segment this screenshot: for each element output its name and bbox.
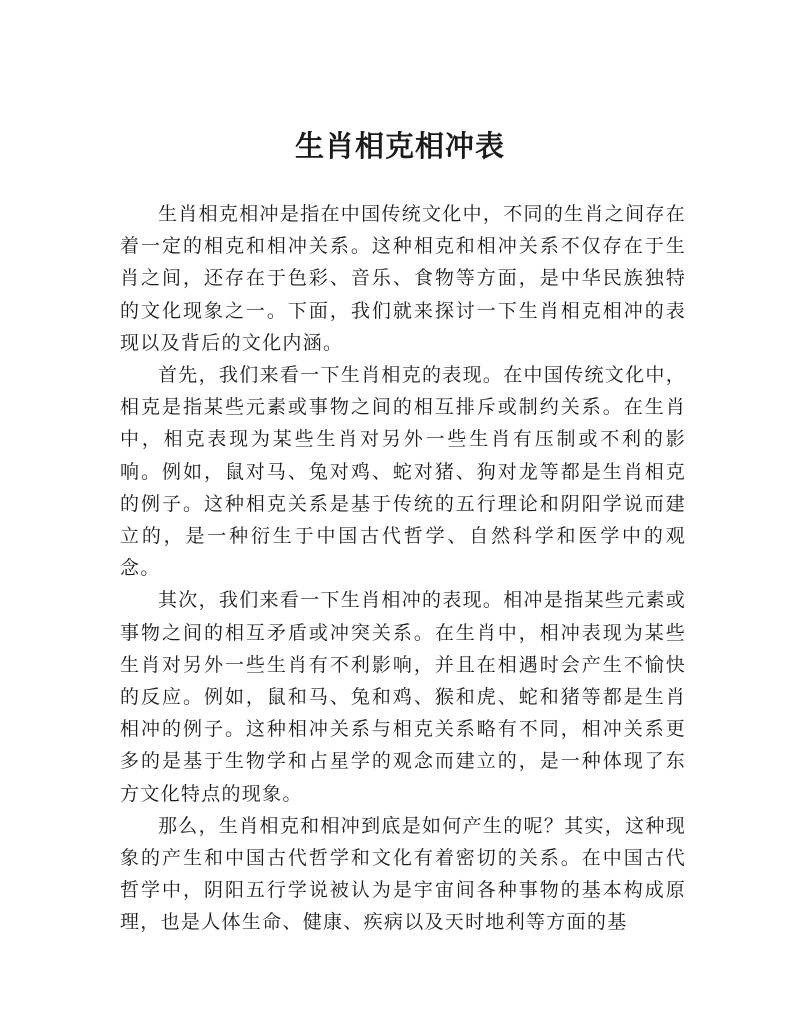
document-body bbox=[120, 198, 686, 939]
paragraph-3: 其次，我们来看一下生肖相冲的表现。相冲是指某些元素或事物之间的相互矛盾或冲突关系。在生肖中，相冲表现为某些生肖对另外一些生肖有不利影响，并且在相遇时会产生不愉快的反应。例如，鼠和马、兔和鸡、猴和虎、蛇和猪等都是生肖相冲的例子。这种相冲关系与相克关系略有不同，相冲关系更多的是基于生物学和占星学的观念而建立的，是一种体现了东方文化特点的现象。 bbox=[120, 589, 686, 805]
paragraph-2: 首先，我们来看一下生肖相克的表现。在中国传统文化中，相克是指某些元素或事物之间的相互排斥或制约关系。在生肖中，相克表现为某些生肖对另外一些生肖有压制或不利的影响。例如，鼠对马、兔对鸡、蛇对猪、狗对龙等都是生肖相克的例子。这种相克关系是基于传统的五行理论和阴阳学说而建立的，是一种衍生于中国古代哲学、自然科学和医学中的观念。 bbox=[120, 364, 686, 580]
paragraph-4: 那么，生肖相克和相冲到底是如何产生的呢？其实，这种现象的产生和中国古代哲学和文化有着密切的关系。在中国古代哲学中，阴阳五行学说被认为是宇宙间各种事物的基本构成原理，也是人体生命、健康、疾病以及天时地利等方面的基 bbox=[120, 814, 686, 934]
paragraph-1: 生肖相克相冲是指在中国传统文化中，不同的生肖之间存在着一定的相克和相冲关系。这种相克和相冲关系不仅存在于生肖之间，还存在于色彩、音乐、食物等方面，是中华民族独特的文化现象之一。下面，我们就来探讨一下生肖相克相冲的表现以及背后的文化内涵。 bbox=[120, 203, 686, 354]
document-title: 生肖相克相冲表 bbox=[294, 129, 505, 163]
